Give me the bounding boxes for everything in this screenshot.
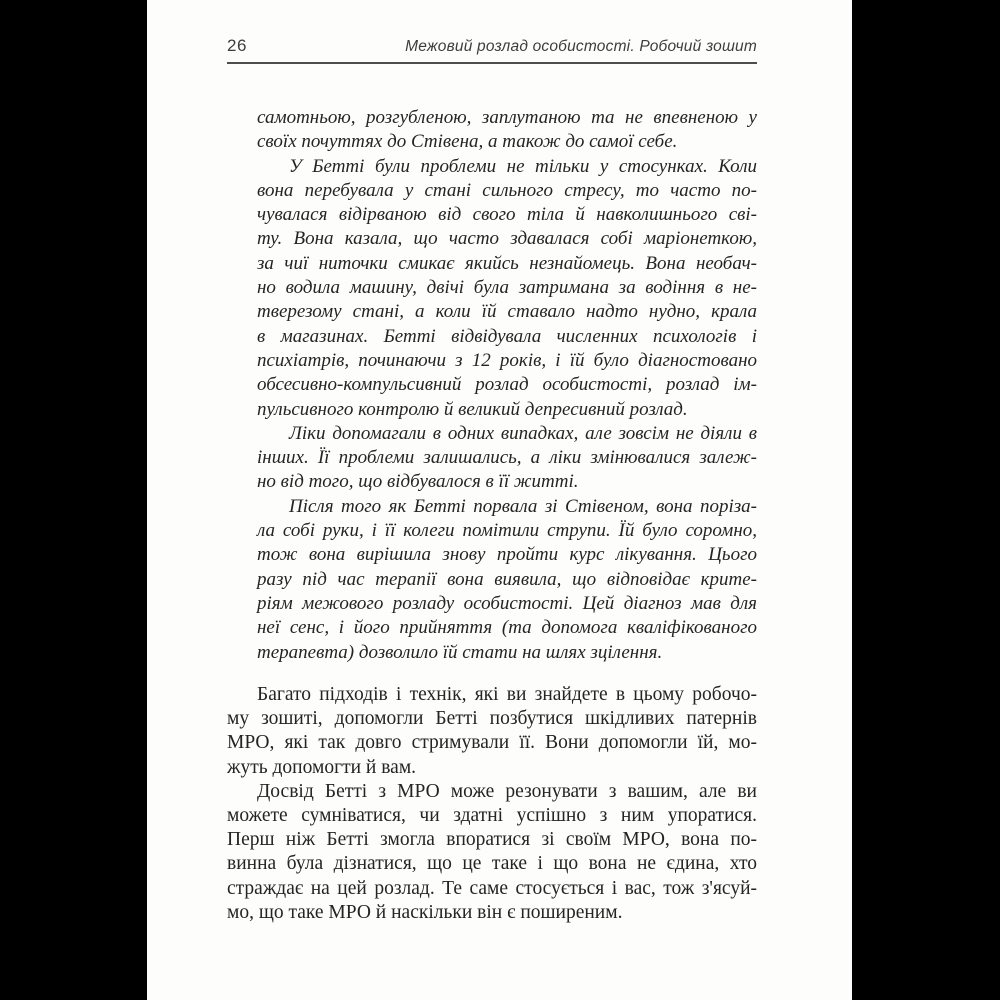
text-line: но від того, що відбувалося в її житті. [257,471,579,493]
text-line: чувалася відірваною від свого тіла й навколишнього сві- [257,204,757,226]
text-line: обсесивно-компульсивний розлад особистості, розлад ім- [257,374,757,396]
text-line: мо, що таке МРО й наскільки він є поширеним. [227,901,623,923]
text-line: тож вона вирішила знову пройти курс лікування. Цього [257,544,757,566]
text-line: за чиї ниточки смикає якийсь незнайомець. Вона необач- [257,252,757,274]
text-line: в магазинах. Бетті відвідувала численних психологів і [257,325,757,347]
text-line: Після того як Бетті порвала зі Стівеном, вона поріза- [289,495,757,517]
text-line: му зошиті, допомогли Бетті позбутися шкідливих патернів [227,708,757,730]
text-line: тверезому стані, а коли їй ставало надто нудно, крала [257,301,757,323]
text-line: ріям межового розладу особистості. Цей діагноз мав для [257,592,757,614]
text-line: своїх почуттях до Стівена, а також до самої себе. [257,131,678,153]
text-line: Перш ніж Бетті змогла впоратися зі своїм МРО, вона по- [227,829,757,851]
text-line: вона перебувала у стані сильного стресу, то часто по- [257,179,757,201]
running-title: Межовий розлад особистості. Робочий зошит [405,38,757,55]
page-number: 26 [227,36,247,55]
text-line: самотньою, розгубленою, заплутаною та не впевненою у [257,107,757,128]
header-rule [227,62,757,64]
book-page [147,0,852,1000]
text-line: У Бетті були проблеми не тільки у стосунках. Коли [289,155,757,177]
text-line: МРО, які так довго стримували її. Вони допомогли їй, мо- [227,732,757,754]
text-line: пульсивного контролю й великий депресивний розлад. [257,398,688,420]
text-line: інших. Її проблеми залишались, а ліки змінювалися залеж- [257,447,757,469]
text-line: но водила машину, двічі була затримана за водіння в не- [257,277,757,299]
page-header [227,36,757,56]
text-line: Ліки допомагали в одних випадках, але зовсім не діяли в [289,422,757,444]
text-line: ла собі руки, і її колеги помітили струпи. Їй було соромно, [257,520,757,542]
text-line: Багато підходів і технік, які ви знайдете в цьому робочо- [257,684,757,705]
text-line: жуть допомогти й вам. [227,756,417,778]
text-line: можете сумніватися, чи здатні успішно з ним упоратися. [227,805,757,827]
text-line: ту. Вона казала, що часто здавалася собі маріонеткою, [257,228,757,250]
text-line: терапевта) дозволило їй стати на шлях зцілення. [257,641,663,663]
text-line: психіатрів, починаючи з 12 років, і їй було діагностовано [257,349,757,371]
text-line: разу під час терапії вона виявила, що відповідає крите- [257,568,757,590]
body-text-block [227,683,757,925]
text-line: неї сенс, і його прийняття (та допомога кваліфікованого [257,617,757,639]
text-line: винна була дізнатися, що це таке і що вона не єдина, хто [227,853,757,875]
text-line: страждає на цей розлад. Те саме стосується і вас, тож з'ясуй- [227,877,757,899]
text-line: Досвід Бетті з МРО може резонувати з вашим, але ви [257,780,757,802]
case-story-block [257,106,757,665]
